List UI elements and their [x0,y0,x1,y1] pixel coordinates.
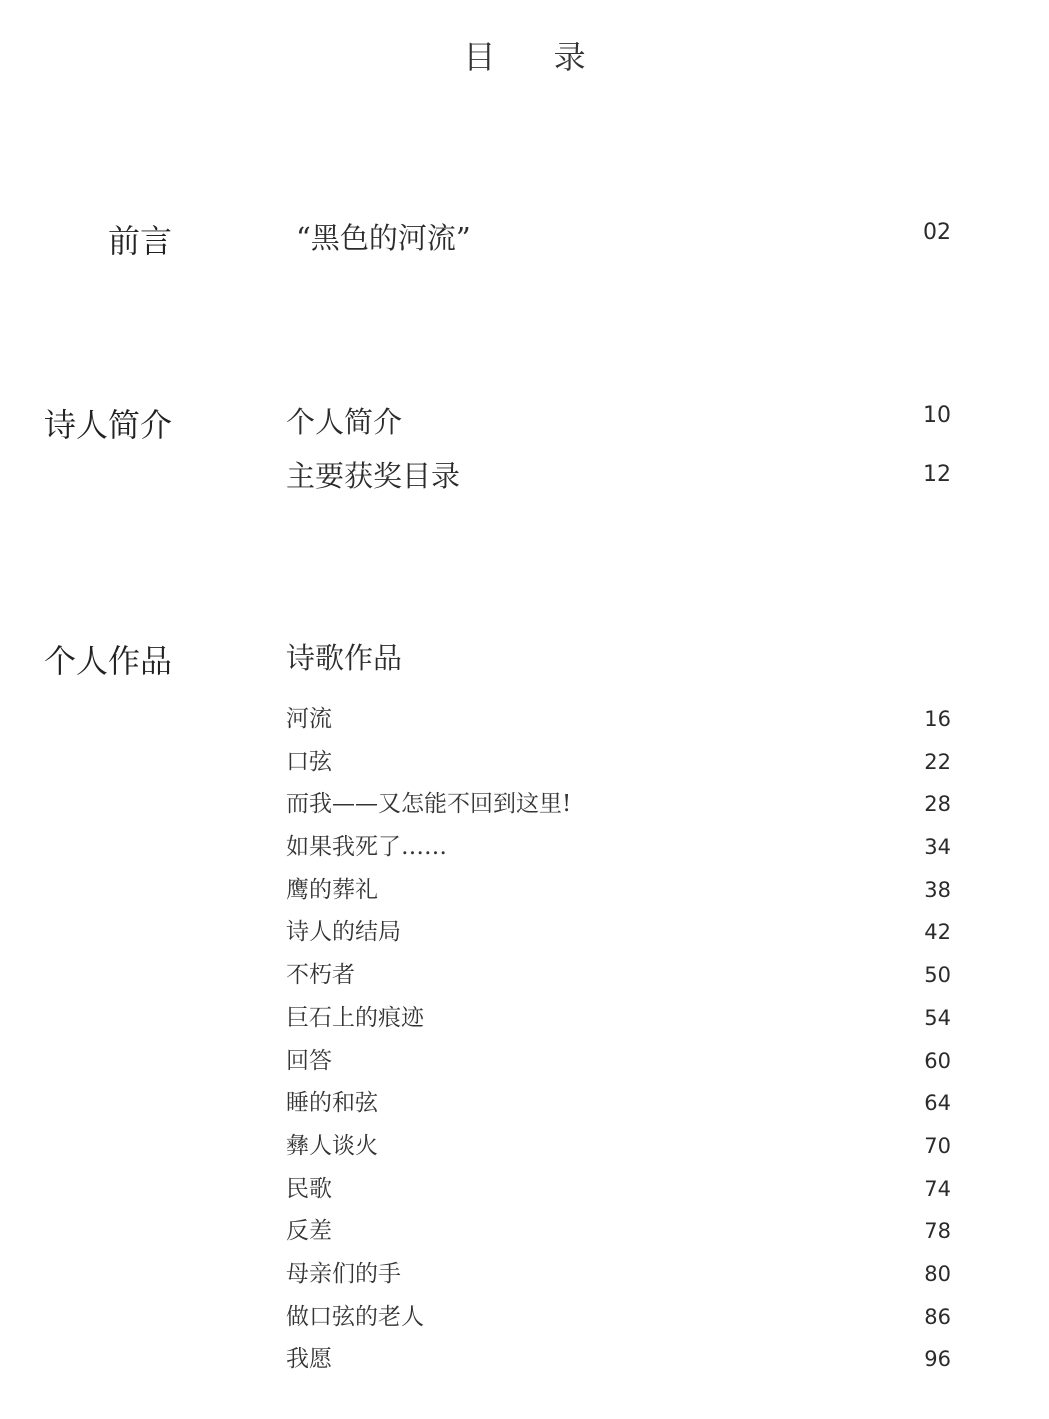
list-item[interactable] [286,1129,951,1172]
poem-title: 鹰的葬礼 [286,876,378,903]
poem-title: 反差 [286,1218,332,1245]
list-item[interactable] [286,1342,951,1385]
toc-entry-personal-intro-page: 10 [923,403,951,428]
list-item[interactable] [286,787,951,830]
poem-title: 诗人的结局 [286,919,401,946]
poem-page: 16 [924,707,951,731]
page-title: 目 录 [463,38,610,76]
poem-title: 我愿 [286,1346,332,1373]
poem-page: 96 [924,1347,951,1372]
toc-entry-preface-title[interactable]: “黑色的河流” [296,221,471,255]
poem-page: 70 [924,1133,951,1158]
poem-page: 64 [924,1091,951,1116]
list-item[interactable] [286,830,951,873]
poem-page: 74 [924,1176,951,1201]
poem-title: 彝人谈火 [286,1132,378,1159]
poem-title: 回答 [286,1047,332,1074]
poem-title: 民歌 [286,1175,332,1202]
section-label-poet-intro: 诗人简介 [44,406,173,444]
poem-title: 母亲们的手 [286,1260,401,1287]
poem-page: 50 [924,963,951,988]
poem-title: 巨石上的痕迹 [286,1004,424,1031]
list-item[interactable] [286,1044,951,1087]
list-item[interactable] [286,745,951,788]
poem-page: 80 [924,1261,951,1286]
list-item[interactable] [286,958,951,1001]
poem-title: 不朽者 [286,962,355,989]
list-item[interactable] [286,1172,951,1215]
poem-title: 睡的和弦 [286,1090,378,1117]
poem-title: 做口弦的老人 [286,1303,424,1330]
poem-page: 38 [924,877,951,902]
list-item[interactable] [286,873,951,916]
subheading-poems: 诗歌作品 [286,641,403,675]
poem-page: 34 [924,835,951,860]
toc-entry-awards-page: 12 [923,462,951,487]
list-item[interactable] [286,1086,951,1129]
poem-list [286,702,951,1385]
list-item[interactable] [286,915,951,958]
section-label-preface: 前言 [108,222,173,260]
poem-page: 86 [924,1304,951,1329]
list-item[interactable] [286,1300,951,1343]
list-item[interactable] [286,1001,951,1044]
poem-title: 而我——又怎能不回到这里! [286,791,572,818]
list-item[interactable] [286,1214,951,1257]
toc-entry-personal-intro[interactable]: 个人简介 [286,405,403,439]
poem-title: 口弦 [286,748,332,775]
poem-page: 54 [924,1005,951,1030]
poem-title: 如果我死了…… [286,834,447,861]
poem-page: 78 [924,1219,951,1244]
section-label-works: 个人作品 [44,642,173,680]
toc-entry-awards[interactable]: 主要获奖目录 [286,459,461,493]
toc-entry-preface-page: 02 [923,220,951,245]
poem-title: 河流 [286,706,332,732]
list-item[interactable] [286,1257,951,1300]
poem-page: 60 [924,1048,951,1073]
poem-page: 22 [924,749,951,774]
poem-page: 42 [924,920,951,945]
poem-page: 28 [924,792,951,817]
list-item[interactable] [286,702,951,745]
